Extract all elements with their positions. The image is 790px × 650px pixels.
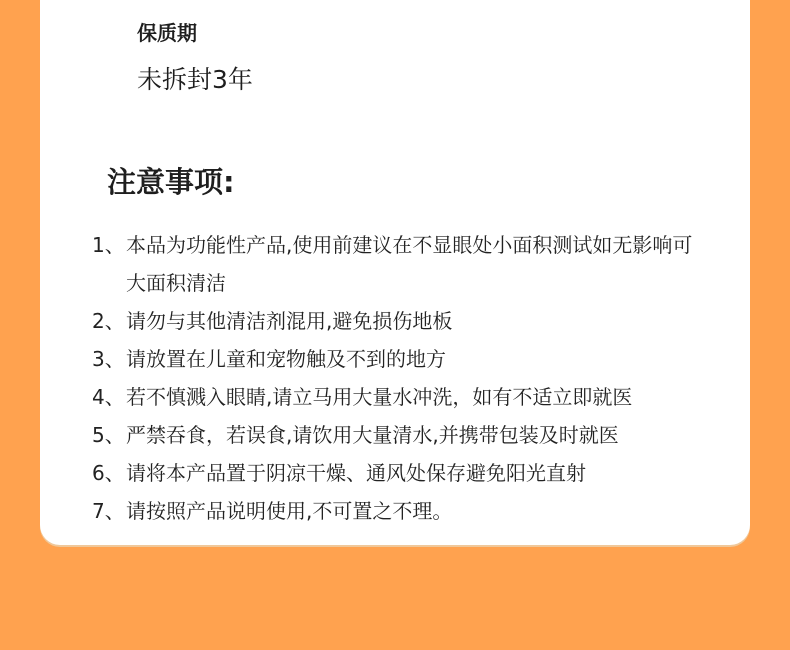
note-text: 请放置在儿童和宠物触及不到的地方: [126, 347, 446, 371]
note-number: 4、: [92, 385, 125, 409]
notes-title: 注意事项:: [107, 165, 235, 199]
note-text: 请勿与其他清洁剂混用,避免损伤地板: [126, 309, 453, 333]
note-text: 请按照产品说明使用,不可置之不理。: [126, 499, 453, 523]
note-text: 若不慎溅入眼睛,请立马用大量水冲洗，如有不适立即就医: [126, 385, 633, 409]
note-number: 2、: [92, 309, 125, 333]
note-item-2: [92, 302, 712, 340]
notes-list: [92, 226, 712, 530]
note-text: 严禁吞食，若误食,请饮用大量清水,并携带包装及时就医: [126, 423, 619, 447]
note-number: 5、: [92, 423, 125, 447]
note-item-5: [92, 416, 712, 454]
note-number: 6、: [92, 461, 125, 485]
shelf-life-value: 未拆封3年: [137, 65, 253, 94]
note-text: 本品为功能性产品,使用前建议在不显眼处小面积测试如无影响可大面积清洁: [126, 233, 693, 295]
note-text: 请将本产品置于阴凉干燥、通风处保存避免阳光直射: [126, 461, 586, 485]
note-item-4: [92, 378, 712, 416]
note-item-1: [92, 226, 712, 302]
note-number: 1、: [92, 233, 125, 257]
note-number: 7、: [92, 499, 125, 523]
note-item-7: [92, 492, 712, 530]
note-item-6: [92, 454, 712, 492]
shelf-life-label: 保质期: [137, 21, 197, 45]
note-number: 3、: [92, 347, 125, 371]
note-item-3: [92, 340, 712, 378]
